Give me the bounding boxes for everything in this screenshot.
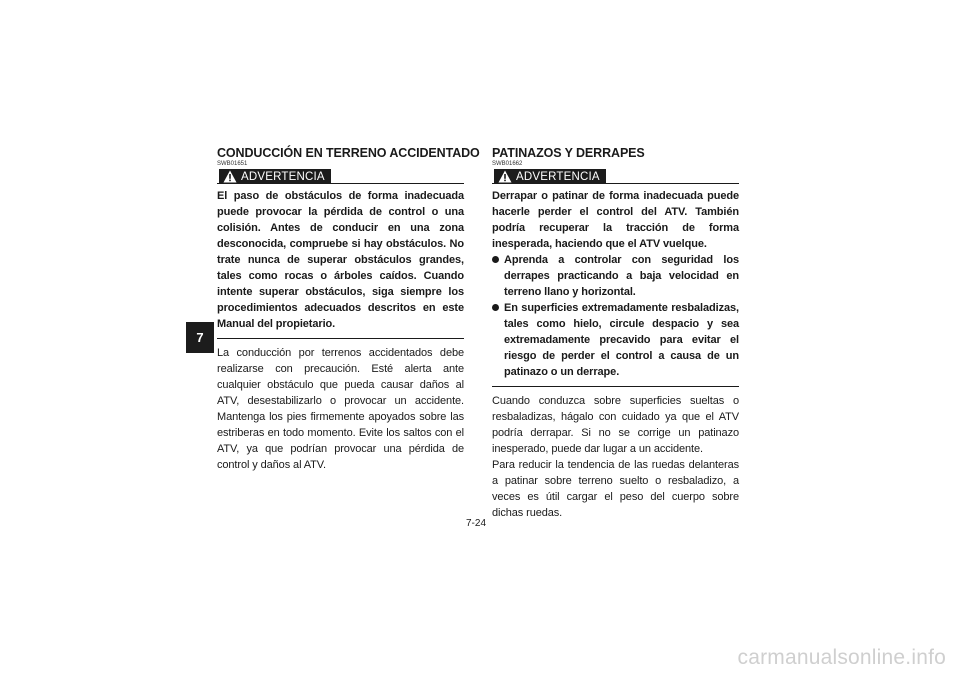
warning-bullet-list <box>492 252 739 380</box>
warning-label-text: ADVERTENCIA <box>241 170 325 183</box>
warning-body <box>492 188 739 380</box>
warning-code: SWB01651 <box>217 161 248 167</box>
watermark: carmanualsonline.info <box>737 646 946 669</box>
warning-label <box>494 169 606 184</box>
warning-text: Derrapar o patinar de forma inadecuada puede hacerle perder el control del ATV. También podría recuperar la tracción de forma inesperada, haciendo que el ATV vuelque. <box>492 190 739 250</box>
section-title-rough-terrain: CONDUCCIÓN EN TERRENO ACCIDENTADO <box>217 146 480 160</box>
bullet-icon <box>492 304 499 311</box>
warning-text: El paso de obstáculos de forma inadecuada puede provocar la pérdida de control o una colisión. Antes de conducir en una zona desconocida, compruebe si hay obstáculos. No trate nunca de superar obstáculos grandes, tales como rocas o árboles caídos. Cuando intente superar obstáculos, siga siempre los procedimientos adecuados descritos en este Manual del propietario. <box>217 190 464 330</box>
body-paragraph: Para reducir la tendencia de las ruedas delanteras a patinar sobre terreno suelto o resbaladizo, a veces es útil cargar el peso del cuerpo sobre dichas ruedas. <box>492 459 739 519</box>
warning-code: SWB01662 <box>492 161 523 167</box>
warning-end-rule <box>492 386 739 387</box>
list-item-text: Aprenda a controlar con seguridad los derrapes practicando a baja velocidad en terreno llano y horizontal. <box>504 254 739 298</box>
chapter-tab: 7 <box>186 322 214 353</box>
warning-triangle-icon <box>223 170 237 183</box>
left-column <box>217 146 480 473</box>
warning-label <box>219 169 331 184</box>
right-column <box>492 146 739 521</box>
body-paragraph: Cuando conduzca sobre superficies sueltas o resbaladizas, hágalo con cuidado ya que el ATV podría derrapar. Si no se corrige un patinazo inesperado, puede dar lugar a un accidente. <box>492 395 739 455</box>
list-item <box>492 252 739 300</box>
bullet-icon <box>492 256 499 263</box>
warning-header <box>492 168 739 184</box>
list-item-text: En superficies extremadamente resbaladizas, tales como hielo, circule despacio y sea extremadamente precavido para evitar el riesgo de perder el control a causa de un patinazo o un derrape. <box>504 302 739 378</box>
section-title-skids: PATINAZOS Y DERRAPES <box>492 146 645 160</box>
warning-triangle-icon <box>498 170 512 183</box>
warning-end-rule <box>217 338 464 339</box>
warning-header <box>217 168 464 184</box>
warning-body <box>217 188 464 332</box>
list-item <box>492 300 739 380</box>
body-paragraph: La conducción por terrenos accidentados debe realizarse con precaución. Esté alerta ante cualquier obstáculo que pueda causar daños al ATV, desestabilizarlo o provocar un accidente. Mantenga los pies firmemente apoyados sobre las estriberas en todo momento. Evite los saltos con el ATV, ya que podrían provocar una pérdida de control y daños al ATV. <box>217 347 464 471</box>
page-number: 7-24 <box>466 518 487 529</box>
warning-label-text: ADVERTENCIA <box>516 170 600 183</box>
